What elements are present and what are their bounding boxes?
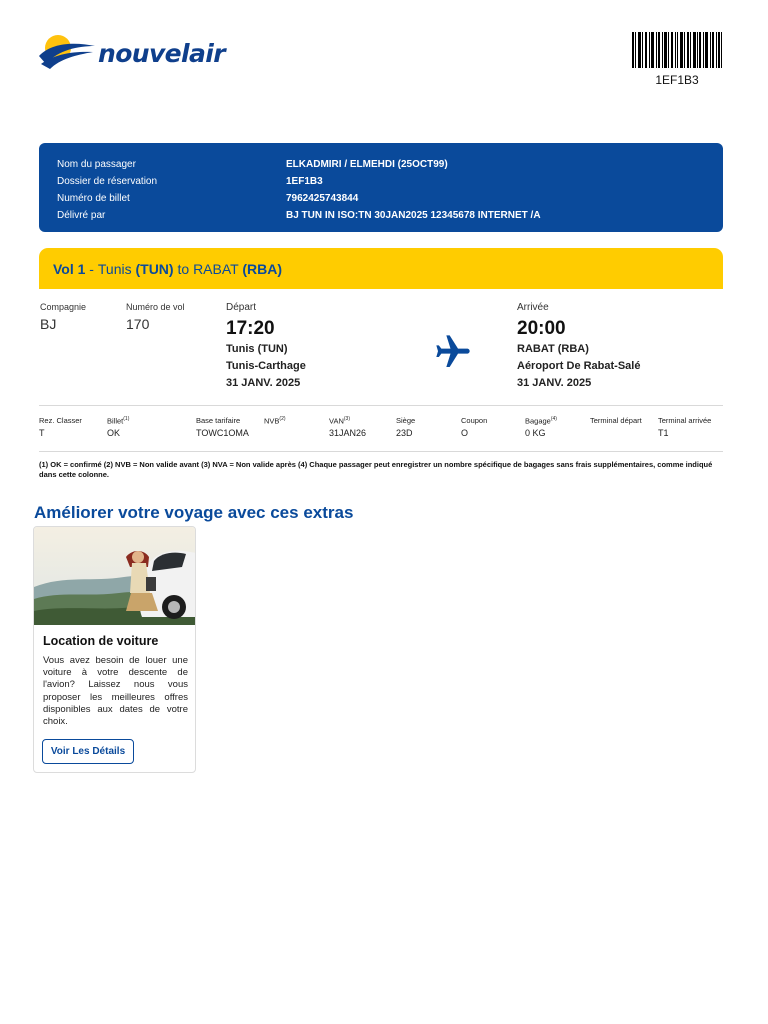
airplane-icon [433,332,473,372]
detail-header: Coupon [461,416,488,425]
ticket-number-value: 7962425743844 [286,193,359,204]
departure-date: 31 JANV. 2025 [226,377,301,389]
arrival-label: Arrivée [517,302,549,313]
airline-value: BJ [40,316,57,332]
car-rental-description: Vous avez besoin de louer une voiture à votre descente de l'avion? Laissez nous vous proposer les meilleures offres disponibles aux dates de votre choix. [43,655,188,728]
nouvelair-logo [38,34,225,70]
arrival-city: RABAT (RBA) [517,343,589,355]
flight-from-city: Tunis [97,260,136,277]
divider [39,405,723,406]
barcode-code: 1EF1B3 [655,73,699,87]
arrival-time: 20:00 [517,318,566,339]
detail-header: Billet$^{(1)}$ [107,416,130,426]
passenger-name-value: ELKADMIRI / ELMEHDI (25OCT99) [286,159,448,170]
detail-value: T1 [658,428,669,438]
issued-by-value: BJ TUN IN ISO:TN 30JAN2025 12345678 INTERNET /A [286,210,541,221]
detail-header: Base tarifaire [196,416,241,425]
car-rental-image [34,527,196,625]
booking-ref-value: 1EF1B3 [286,176,323,187]
detail-header: Bagage$^{(4)}$ [525,416,557,426]
barcode [632,32,722,68]
ticket-number-label: Numéro de billet [57,193,130,204]
arrival-date: 31 JANV. 2025 [517,377,592,389]
extras-title: Améliorer votre voyage avec ces extras [34,503,354,522]
brand-wordmark: nouvelair [98,38,225,68]
detail-value: O [461,428,469,438]
detail-value: 23D [396,428,413,438]
footnote: (1) OK = confirmé (2) NVB = Non valide avant (3) NVA = Non valide après (4) Chaque passager peut enregistrer un nombre spécifique de bagages sans frais supplémentaires, comme indiqué dans cette colonne. [39,460,713,479]
departure-airport: Tunis-Carthage [226,360,306,372]
detail-header: VAN$^{(3)}$ [329,416,350,426]
detail-header: Terminal arrivée [658,416,712,425]
passenger-row-ticket [57,190,705,207]
detail-value: T [39,428,45,438]
passenger-row-booking [57,173,705,190]
detail-value: TOWC1OMA [196,428,249,438]
passenger-info-box [39,143,723,232]
departure-label: Départ [226,302,257,313]
flight-header-sep: - [85,260,98,277]
nouvelair-logo-icon [38,34,96,70]
flight-header [39,248,723,289]
issued-by-label: Délivré par [57,210,106,221]
detail-header: NVB$^{(2)}$ [264,416,286,426]
flight-to-code: (RBA) [242,260,282,277]
arrival-airport: Aéroport De Rabat-Salé [517,360,641,372]
flight-to-word: to [173,260,194,277]
car-rental-title: Location de voiture [43,634,159,648]
passenger-name-label: Nom du passager [57,159,136,170]
detail-value: 31JAN26 [329,428,367,438]
detail-value: 0 KG [525,428,546,438]
flight-leg: Vol 1 [53,260,86,277]
flight-number-label: Numéro de vol [126,302,185,312]
detail-header: Terminal départ [590,416,642,425]
airline-label: Compagnie [40,302,87,312]
departure-city: Tunis (TUN) [226,343,288,355]
flight-number-value: 170 [126,316,150,332]
view-details-button[interactable]: Voir Les Détails [42,739,134,764]
detail-value: OK [107,428,121,438]
detail-header: Rez. Classer [39,416,82,425]
departure-time: 17:20 [226,318,275,339]
passenger-row-issued [57,207,705,224]
car-rental-card [33,526,196,773]
booking-ref-label: Dossier de réservation [57,176,158,187]
passenger-row-name [57,156,705,173]
detail-header: Siège [396,416,416,425]
flight-to-city: RABAT [193,260,243,277]
flight-from-code: (TUN) [135,260,174,277]
divider [39,451,723,452]
